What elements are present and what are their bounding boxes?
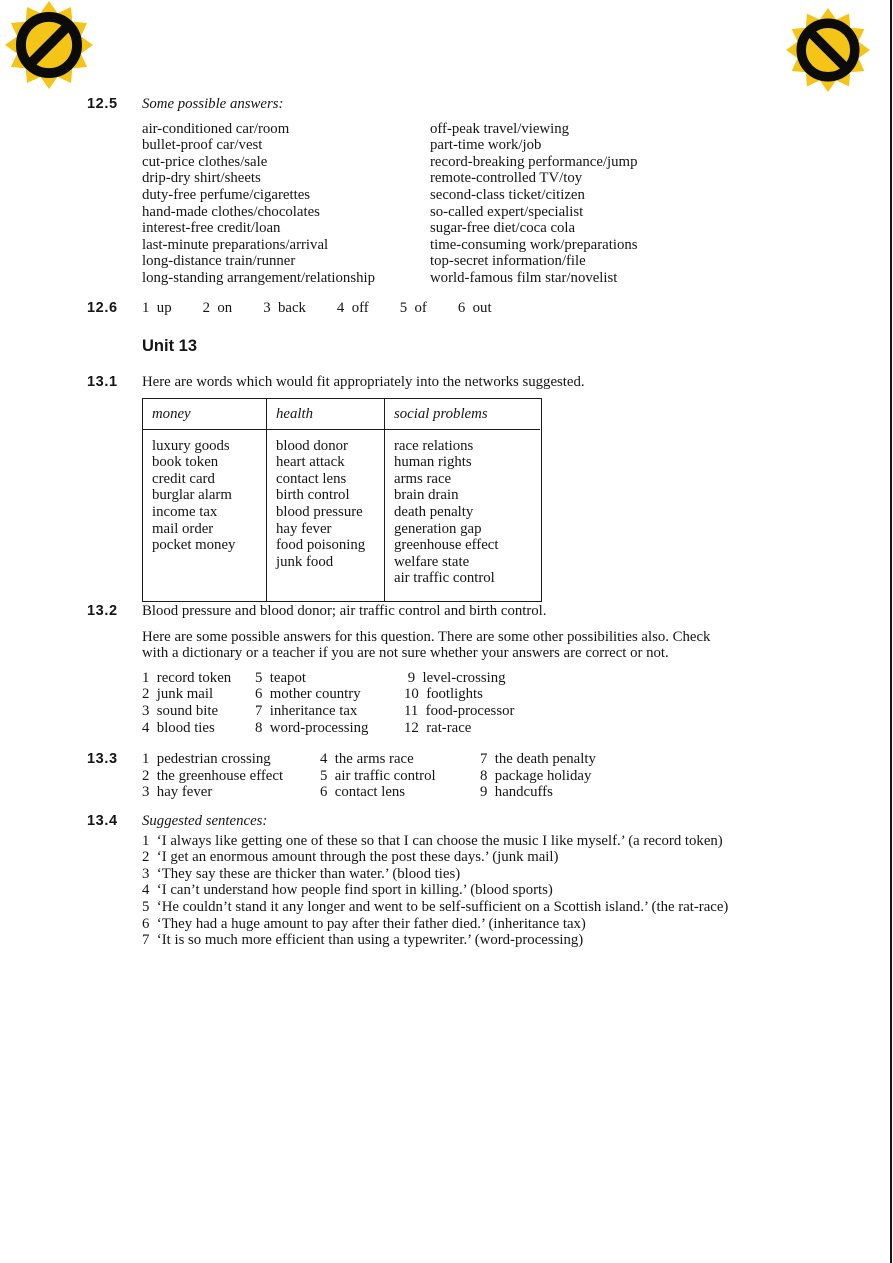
sentence-item: 4 ‘I can’t understand how people find sport in killing.’ (blood sports) <box>142 882 553 899</box>
table-cell: human rights <box>394 454 472 471</box>
table-cell: blood donor <box>276 437 348 454</box>
answer-item: hand-made clothes/chocolates <box>142 203 320 220</box>
section-12-5 <box>0 96 893 287</box>
answer-item: 1 record token <box>142 669 232 686</box>
paragraph-line: with a dictionary or a teacher if you are not sure whether your answers are correct or not. <box>142 645 669 662</box>
answer-item: 1 pedestrian crossing <box>142 751 271 767</box>
answer-item: 3 hay fever <box>142 784 213 801</box>
answers-column-2 <box>255 670 404 736</box>
exercise-intro: Here are words which would fit appropriately into the networks suggested. <box>142 374 585 390</box>
answer-item: 5 air traffic control <box>320 767 436 784</box>
exercise-number: 13.1 <box>87 374 118 390</box>
table-cell: mail order <box>152 520 214 537</box>
answers-column-1 <box>142 670 255 736</box>
section-12-6 <box>0 300 893 317</box>
answer-item: world-famous film star/novelist <box>430 269 618 286</box>
scan-edge-line <box>890 0 892 1263</box>
table-cell: junk food <box>276 553 334 570</box>
table-cell: race relations <box>394 437 474 454</box>
answer-item: 10 footlights <box>404 686 483 703</box>
prohibition-stamp-left <box>5 1 93 89</box>
table-cell: welfare state <box>394 553 470 570</box>
answer-item: record-breaking performance/jump <box>430 153 638 170</box>
table-cell: food poisoning <box>276 537 366 554</box>
answer-item: 7 the death penalty <box>480 751 596 767</box>
table-cell: luxury goods <box>152 437 230 454</box>
answer-item: bullet-proof car/vest <box>142 137 263 154</box>
table-cell: blood pressure <box>276 503 363 520</box>
exercise-intro: Some possible answers: <box>142 96 284 112</box>
answers-column-right <box>430 121 638 287</box>
numbered-answers-columns <box>142 670 865 736</box>
answer-item: 2 junk mail <box>142 686 214 703</box>
sentence-item: 7 ‘It is so much more efficient than using a typewriter.’ (word-processing) <box>142 932 584 949</box>
table-column-money <box>143 399 266 601</box>
answers-column-1 <box>142 751 320 801</box>
answer-item: air-conditioned car/room <box>142 120 290 137</box>
answers-column-left <box>142 121 430 287</box>
exercise-number: 13.4 <box>87 813 118 829</box>
exercise-number: 13.2 <box>87 603 118 619</box>
table-header: money <box>143 399 266 430</box>
answer-item: 2 on <box>202 300 233 316</box>
sentence-item: 6 ‘They had a huge amount to pay after their father died.’ (inheritance tax) <box>142 915 586 932</box>
answer-item: 12 rat-race <box>404 719 472 736</box>
answer-item: 2 the greenhouse effect <box>142 767 284 784</box>
table-cells <box>267 430 384 585</box>
table-cell: brain drain <box>394 487 459 504</box>
suggested-sentences-list <box>142 833 865 949</box>
table-cell: income tax <box>152 503 218 520</box>
table-cell: air traffic control <box>394 570 495 587</box>
section-13-3 <box>0 751 893 801</box>
section-13-4 <box>0 813 893 949</box>
table-cell: book token <box>152 454 219 471</box>
paragraph-line: Here are some possible answers for this question. There are some other possibilities also. Check <box>142 628 711 645</box>
exercise-number: 12.5 <box>87 96 118 112</box>
answer-item: off-peak travel/viewing <box>430 120 570 137</box>
sentence-item: 3 ‘They say these are thicker than water.’ (blood ties) <box>142 865 461 882</box>
table-cells <box>143 430 266 568</box>
explanatory-paragraph <box>142 629 865 662</box>
table-cell: heart attack <box>276 454 345 471</box>
answer-item: 6 out <box>457 300 492 316</box>
table-cells <box>385 430 540 601</box>
answer-item: 6 contact lens <box>320 784 406 801</box>
section-13-2 <box>0 603 893 736</box>
answer-item: long-standing arrangement/relationship <box>142 269 375 286</box>
sentence-item: 5 ‘He couldn’t stand it any longer and went to be self-sufficient on a Scottish island.’ (the rat-race) <box>142 898 729 915</box>
answer-item: duty-free perfume/cigarettes <box>142 186 311 203</box>
answer-item: 5 teapot <box>255 669 306 686</box>
exercise-number: 13.3 <box>87 751 118 767</box>
table-cell: greenhouse effect <box>394 537 499 554</box>
table-cell: credit card <box>152 470 215 487</box>
answer-item: top-secret information/file <box>430 253 586 270</box>
answer-item: drip-dry shirt/sheets <box>142 170 261 187</box>
table-header: social problems <box>385 399 540 430</box>
table-column-social-problems <box>384 399 540 601</box>
table-cell: death penalty <box>394 503 474 520</box>
answer-item: 4 off <box>336 300 369 316</box>
table-cell: pocket money <box>152 537 236 554</box>
numbered-answers-columns <box>142 751 865 801</box>
answer-item: 8 package holiday <box>480 767 592 784</box>
answer-item: 6 mother country <box>255 686 361 703</box>
answers-two-columns <box>142 121 865 287</box>
answer-item: 11 food-processor <box>404 702 515 719</box>
unit-heading-block <box>0 338 893 355</box>
answer-item: second-class ticket/citizen <box>430 186 585 203</box>
answer-item: last-minute preparations/arrival <box>142 236 329 253</box>
answer-item: 9 handcuffs <box>480 784 553 801</box>
answer-item: part-time work/job <box>430 137 542 154</box>
exercise-intro: Suggested sentences: <box>142 813 268 829</box>
answer-item: time-consuming work/preparations <box>430 236 638 253</box>
answer-item: 7 inheritance tax <box>255 702 358 719</box>
answer-item: 9 level-crossing <box>404 669 506 686</box>
exercise-number: 12.6 <box>87 300 118 316</box>
answer-item: long-distance train/runner <box>142 253 296 270</box>
answers-column-2 <box>320 751 480 801</box>
sentence-item: 1 ‘I always like getting one of these so that I can choose the music I like myself.’ (a record token) <box>142 832 723 849</box>
table-column-health <box>266 399 384 601</box>
sentence-item: 2 ‘I get an enormous amount through the post these days.’ (junk mail) <box>142 849 559 866</box>
unit-heading: Unit 13 <box>142 337 198 355</box>
answer-item: so-called expert/specialist <box>430 203 584 220</box>
answers-column-3 <box>404 670 514 736</box>
table-header: health <box>267 399 384 430</box>
table-cell: hay fever <box>276 520 332 537</box>
networks-table <box>142 398 542 602</box>
prohibition-stamp-right <box>786 8 870 92</box>
answers-column-3 <box>480 751 596 801</box>
answer-item: sugar-free diet/coca cola <box>430 220 576 237</box>
table-cell: generation gap <box>394 520 482 537</box>
answer-item: 3 sound bite <box>142 702 219 719</box>
answer-item: 8 word-processing <box>255 719 369 736</box>
answer-item: 4 the arms race <box>320 751 414 767</box>
answer-item: 3 back <box>263 300 306 316</box>
table-cell: birth control <box>276 487 350 504</box>
section-13-1 <box>0 374 893 602</box>
answer-sentence: Blood pressure and blood donor; air traffic control and birth control. <box>142 603 547 619</box>
answer-item: remote-controlled TV/toy <box>430 170 583 187</box>
table-cell: arms race <box>394 470 452 487</box>
table-cell: burglar alarm <box>152 487 232 504</box>
answer-item: 5 of <box>399 300 427 316</box>
answers-row <box>142 300 865 317</box>
answer-item: interest-free credit/loan <box>142 220 281 237</box>
answer-item: cut-price clothes/sale <box>142 153 268 170</box>
answer-item: 4 blood ties <box>142 719 215 736</box>
table-cell: contact lens <box>276 470 347 487</box>
answer-item: 1 up <box>142 300 172 316</box>
